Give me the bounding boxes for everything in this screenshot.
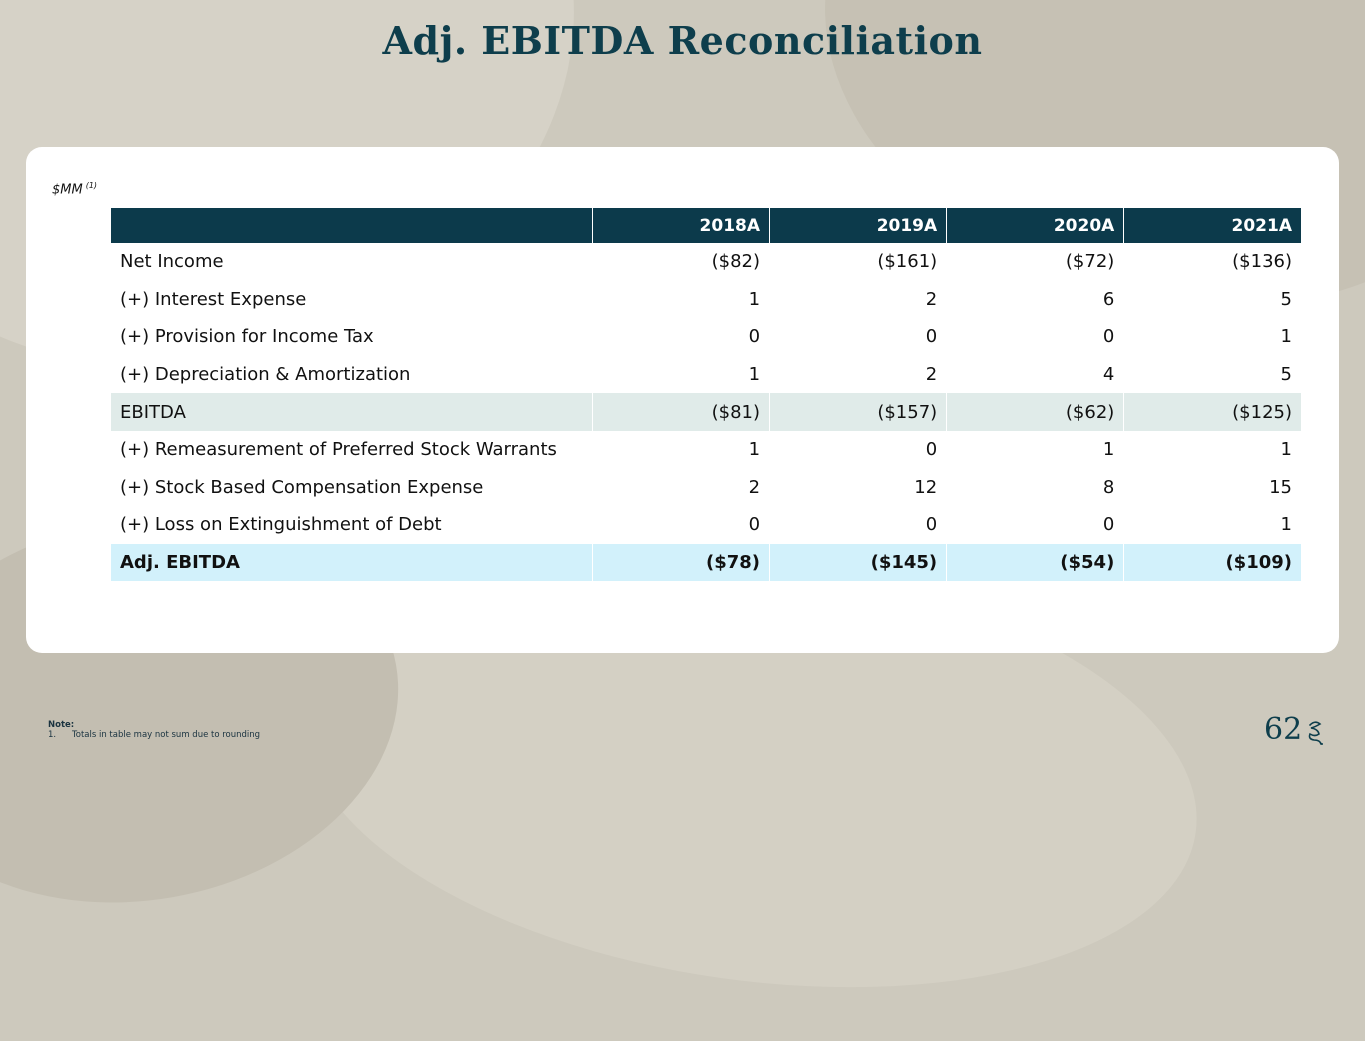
row-value: 0	[592, 506, 769, 544]
row-value: 15	[1124, 469, 1301, 507]
brand-logo-icon	[1306, 719, 1324, 747]
row-value: ($161)	[770, 243, 947, 281]
row-value: 0	[770, 318, 947, 356]
row-value: 6	[947, 281, 1124, 319]
table-row	[111, 318, 1301, 356]
row-value: ($82)	[592, 243, 769, 281]
header-cell-year: 2018A	[592, 208, 769, 243]
table-row-total	[111, 544, 1301, 582]
row-value: 0	[947, 318, 1124, 356]
row-value: ($78)	[592, 544, 769, 582]
table-row-subtotal	[111, 393, 1301, 431]
table-row	[111, 506, 1301, 544]
row-value: 0	[592, 318, 769, 356]
row-value: 1	[592, 431, 769, 469]
header-cell-year: 2021A	[1124, 208, 1301, 243]
row-value: 1	[1124, 318, 1301, 356]
row-value: 1	[947, 431, 1124, 469]
table-row	[111, 356, 1301, 394]
header-cell-label	[111, 208, 592, 243]
row-value: ($54)	[947, 544, 1124, 582]
row-value: 0	[947, 506, 1124, 544]
header-cell-year: 2020A	[947, 208, 1124, 243]
row-value: 1	[592, 356, 769, 394]
units-label	[52, 181, 97, 197]
row-value: ($136)	[1124, 243, 1301, 281]
units-footnote-ref: (1)	[85, 181, 98, 190]
note-title: Note:	[48, 720, 75, 730]
row-value: ($125)	[1124, 393, 1301, 431]
row-value: 5	[1124, 281, 1301, 319]
row-value: 8	[947, 469, 1124, 507]
row-value: 1	[1124, 506, 1301, 544]
row-value: 4	[947, 356, 1124, 394]
reconciliation-table	[111, 208, 1301, 581]
row-label: (+) Interest Expense	[120, 288, 307, 310]
note-item-text: Totals in table may not sum due to rounding	[72, 730, 261, 740]
row-value: 0	[770, 431, 947, 469]
row-label: Net Income	[120, 251, 224, 273]
row-value: ($81)	[592, 393, 769, 431]
row-label: EBITDA	[120, 401, 186, 423]
header-cell-year: 2019A	[770, 208, 947, 243]
table-body	[111, 243, 1301, 581]
table-row	[111, 431, 1301, 469]
table-row	[111, 243, 1301, 281]
page-number: 62	[1264, 712, 1303, 747]
table-row	[111, 469, 1301, 507]
row-value: ($157)	[770, 393, 947, 431]
page-title: Adj. EBITDA Reconciliation	[382, 18, 983, 63]
row-value: 2	[770, 356, 947, 394]
row-value: 1	[592, 281, 769, 319]
table-row	[111, 281, 1301, 319]
row-label: (+) Provision for Income Tax	[120, 326, 374, 348]
row-value: 2	[770, 281, 947, 319]
note-item-number: 1.	[48, 730, 57, 740]
footnote	[48, 720, 260, 740]
row-value: ($62)	[947, 393, 1124, 431]
table-header-row	[111, 208, 1301, 243]
note-item	[48, 730, 260, 740]
row-value: 0	[770, 506, 947, 544]
row-label: (+) Depreciation & Amortization	[120, 364, 411, 386]
row-value: ($109)	[1124, 544, 1301, 582]
row-value: 5	[1124, 356, 1301, 394]
row-value: 12	[770, 469, 947, 507]
row-label: (+) Stock Based Compensation Expense	[120, 476, 484, 498]
row-value: 2	[592, 469, 769, 507]
row-label: (+) Loss on Extinguishment of Debt	[120, 514, 442, 536]
row-label: Adj. EBITDA	[120, 552, 240, 574]
row-label: (+) Remeasurement of Preferred Stock Warrants	[120, 439, 557, 461]
units-text: $MM	[52, 182, 83, 198]
row-value: 1	[1124, 431, 1301, 469]
row-value: ($145)	[770, 544, 947, 582]
row-value: ($72)	[947, 243, 1124, 281]
